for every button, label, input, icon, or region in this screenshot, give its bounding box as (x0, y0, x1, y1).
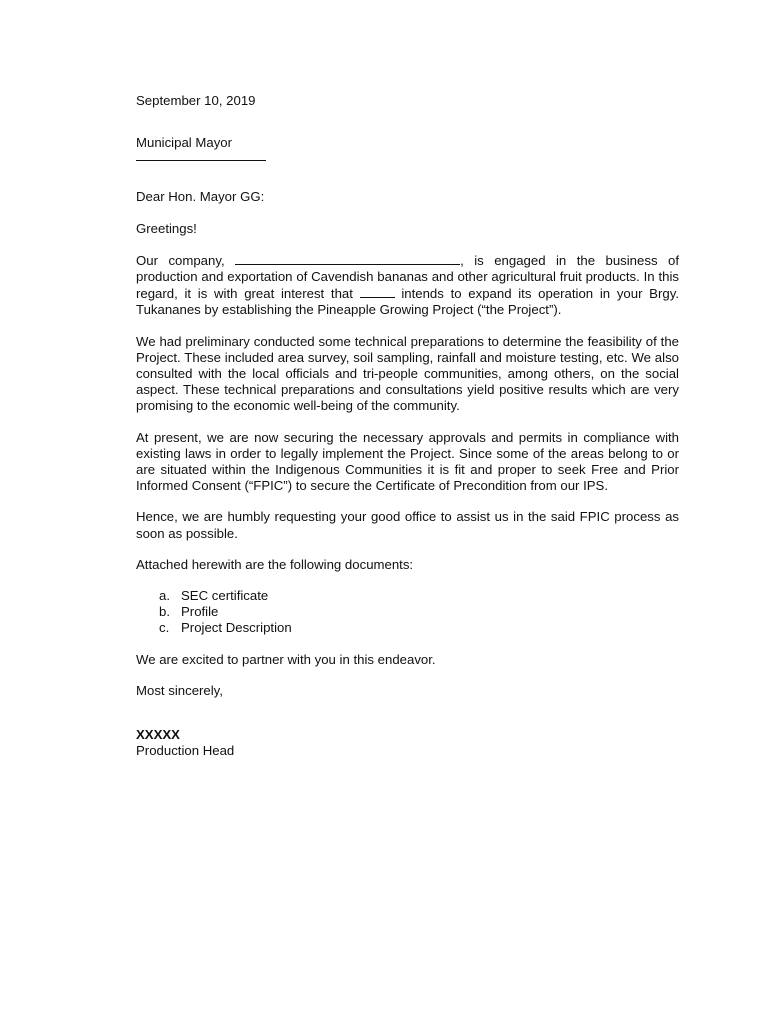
paragraph-approvals: At present, we are now securing the necessary approvals and permits in compliance with existing laws in order to legally implement the Project. Since some of the areas belong to or are situated within the Indigenous Communities it is fit and proper to seek Free and Prior Informed Consent (“FPIC”) to secure the Certificate of Precondition from our IPS. (136, 429, 679, 494)
paragraph-intro-part1: Our company, (136, 252, 236, 268)
closing-paragraph: We are excited to partner with you in this endeavor. (136, 651, 436, 667)
recipient-name-blank (136, 151, 266, 161)
list-item-label: Profile (181, 604, 219, 620)
attachments-intro: Attached herewith are the following documents: (136, 556, 414, 572)
paragraph-intro-part3: intends to expand its operation in your Brgy. Tukananes by establishing the Pineapple Growing Project (“the Project”). (136, 286, 679, 318)
letter-date: September 10, 2019 (136, 93, 256, 108)
letter-body (136, 93, 679, 759)
list-item (159, 620, 679, 636)
salutation: Dear Hon. Mayor GG: (136, 189, 265, 205)
paragraph-request: Hence, we are humbly requesting your good office to assist us in the said FPIC process as soon as possible. (136, 509, 679, 541)
company-short-blank (360, 285, 395, 298)
signatory-title: Production Head (136, 743, 235, 759)
list-item (159, 588, 679, 604)
signoff: Most sincerely, (136, 682, 223, 698)
paragraph-intro-part2: , is engaged in the business of production and exportation of Cavendish bananas and other agricultural fruit products. In this regard, it is with great interest that (136, 252, 679, 302)
list-item-label: Project Description (181, 620, 292, 636)
list-item (159, 604, 679, 620)
list-marker: c. (159, 620, 170, 636)
signatory-name: XXXXX (136, 727, 180, 743)
paragraph-intro (136, 252, 679, 319)
list-marker: b. (159, 604, 170, 620)
greeting: Greetings! (136, 220, 197, 236)
attachments-list (136, 588, 679, 637)
recipient-title: Municipal Mayor (136, 135, 233, 151)
paragraph-preparations: We had preliminary conducted some technical preparations to determine the feasibility of the Project. These included area survey, soil sampling, rainfall and moisture testing, etc. We also consulted with the local officials and tri-people communities, among others, on the social aspect. These technical preparations and consultations yield positive results which are very promising to the economic well-being of the community. (136, 333, 679, 414)
company-name-blank (235, 252, 460, 265)
list-marker: a. (159, 588, 170, 604)
list-item-label: SEC certificate (181, 588, 269, 604)
